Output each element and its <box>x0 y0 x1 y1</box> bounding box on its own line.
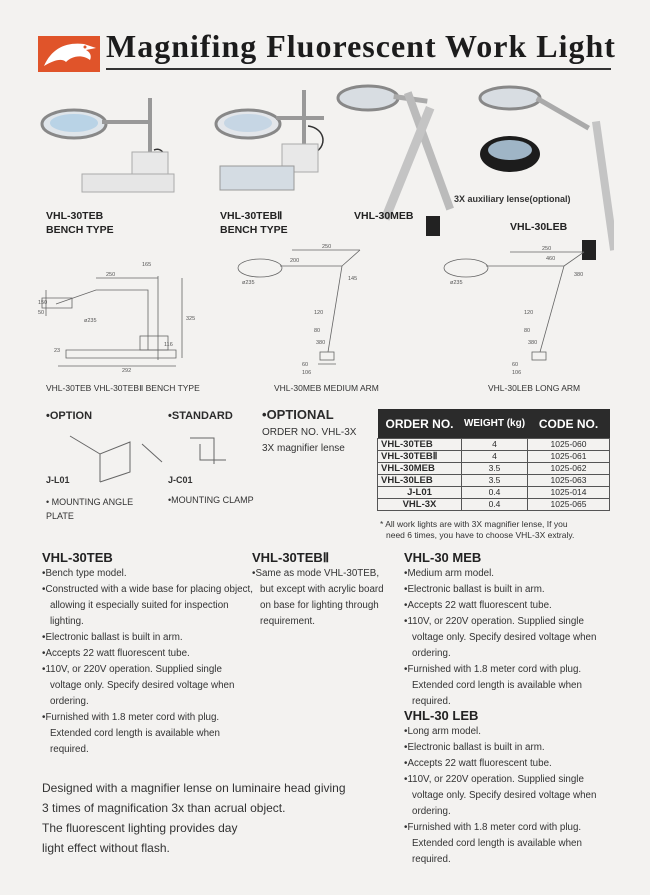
table-row <box>378 499 610 511</box>
optional-order-no: ORDER NO. VHL-3X <box>262 427 357 438</box>
dim-label: 60 <box>512 362 519 368</box>
col-weight: WEIGHT (kg) <box>462 409 528 439</box>
optional-heading: •OPTIONAL <box>262 407 334 422</box>
standard-label: •STANDARD <box>168 410 233 422</box>
dim-label: 380 <box>528 340 538 346</box>
spec-table <box>377 409 610 511</box>
dim-label: 80 <box>524 328 531 334</box>
cell-weight: 3.5 <box>462 475 528 487</box>
section-title-teb2: VHL-30TEBⅡ <box>252 550 330 565</box>
cell-order: VHL-30MEB <box>378 463 462 475</box>
list-item: • Bench type model. <box>42 566 254 582</box>
dim-label: 50 <box>38 310 45 316</box>
table-row <box>378 475 610 487</box>
standard-label-text: STANDARD <box>171 410 233 422</box>
list-item: • Constructed with a wide base for placing object, allowing it especially suited for inspection lighting. <box>42 582 254 630</box>
optional-heading-text: OPTIONAL <box>266 407 334 422</box>
product-model-teb2: VHL-30TEBⅡ <box>220 210 283 222</box>
caption-bench: VHL-30TEB VHL-30TEBⅡ BENCH TYPE <box>46 383 200 393</box>
dim-label: 120 <box>524 310 534 316</box>
cell-code: 1025-061 <box>528 451 610 463</box>
cell-order: J-L01 <box>378 487 462 499</box>
cell-order: VHL-30TEBⅡ <box>378 451 462 463</box>
product-model-leb: VHL-30LEB <box>510 221 568 233</box>
cell-order: VHL-30LEB <box>378 475 462 487</box>
table-row <box>378 439 610 451</box>
list-item: • Medium arm model. <box>404 566 616 582</box>
j-c01-label: J-C01 <box>168 475 193 485</box>
cell-order: VHL-3X <box>378 499 462 511</box>
section-list-meb <box>404 566 616 710</box>
cell-weight: 4 <box>462 439 528 451</box>
cell-code: 1025-063 <box>528 475 610 487</box>
section-title-leb: VHL-30 LEB <box>404 708 479 723</box>
section-list-leb <box>404 724 616 868</box>
list-item: • Long arm model. <box>404 724 616 740</box>
cell-code: 1025-060 <box>528 439 610 451</box>
table-row <box>378 487 610 499</box>
bench-dimension-drawing <box>36 250 216 375</box>
list-item: • Electronic ballast is built in arm. <box>42 630 254 646</box>
dim-label: 23 <box>54 348 61 354</box>
table-row <box>378 451 610 463</box>
mounting-clamp-text: MOUNTING CLAMP <box>171 495 254 505</box>
cell-code: 1025-014 <box>528 487 610 499</box>
auxiliary-note: 3X auxiliary lense(optional) <box>454 194 571 204</box>
medium-arm-dimension-drawing <box>232 240 412 378</box>
dim-label: ø235 <box>242 280 255 286</box>
dim-label: 325 <box>186 316 196 322</box>
list-item: • Furnished with 1.8 meter cord with plug. Extended cord length is available when required. <box>404 662 616 710</box>
footer-line: light effect without flash. <box>42 841 170 855</box>
dim-label: ø235 <box>84 318 97 324</box>
title-underline <box>106 68 611 70</box>
dim-label: 60 <box>302 362 309 368</box>
optional-desc: 3X magnifier lense <box>262 443 345 454</box>
list-item: • Accepts 22 watt fluorescent tube. <box>42 646 254 662</box>
dim-label: 380 <box>574 272 584 278</box>
caption-long: VHL-30LEB LONG ARM <box>488 383 581 393</box>
product-model-meb: VHL-30MEB <box>354 210 414 222</box>
option-label: •OPTION <box>46 410 93 422</box>
footer-line: Designed with a magnifier lense on luminaire head giving <box>42 781 346 795</box>
dim-label: ø235 <box>450 280 463 286</box>
dim-label: 145 <box>348 276 358 282</box>
list-item: • Furnished with 1.8 meter cord with plug. Extended cord length is available when required. <box>42 710 254 758</box>
cell-weight: 3.5 <box>462 463 528 475</box>
dim-label: 150 <box>38 300 48 306</box>
long-arm-dimension-drawing <box>436 240 616 378</box>
table-note-2: need 6 times, you have to choose VHL-3X extraly. <box>386 530 575 540</box>
list-item: • Accepts 22 watt fluorescent tube. <box>404 756 616 772</box>
cell-weight: 0.4 <box>462 487 528 499</box>
dim-label: 250 <box>542 246 552 252</box>
list-item: • Same as mode VHL-30TEB, but except with acrylic board on base for lighting through requirement. <box>252 566 392 630</box>
dim-label: 106 <box>302 370 312 376</box>
section-title-meb: VHL-30 MEB <box>404 550 482 565</box>
cell-code: 1025-065 <box>528 499 610 511</box>
product-model-teb: VHL-30TEB <box>46 210 104 222</box>
caption-medium: VHL-30MEB MEDIUM ARM <box>274 383 379 393</box>
product-type-teb: BENCH TYPE <box>46 224 114 236</box>
cell-weight: 0.4 <box>462 499 528 511</box>
dim-label: 80 <box>314 328 321 334</box>
section-title-teb: VHL-30TEB <box>42 550 113 565</box>
dim-label: 250 <box>106 272 116 278</box>
option-label-text: OPTION <box>49 410 93 422</box>
dim-label: 250 <box>322 244 332 250</box>
list-item: • Accepts 22 watt fluorescent tube. <box>404 598 616 614</box>
mounting-angle-text: MOUNTING ANGLE PLATE <box>46 497 134 521</box>
cell-order: VHL-30TEB <box>378 439 462 451</box>
list-item: • 110V, or 220V operation. Supplied single voltage only. Specify desired voltage when ordering. <box>404 772 616 820</box>
eagle-logo <box>38 36 100 72</box>
list-item: • 110V, or 220V operation. Supplied single voltage only. Specify desired voltage when ordering. <box>42 662 254 710</box>
dim-label: 460 <box>546 256 556 262</box>
footer-description <box>42 778 382 858</box>
dim-label: 116 <box>164 342 173 348</box>
j-l01-label: J-L01 <box>46 475 70 485</box>
dim-label: 200 <box>290 258 300 264</box>
cell-weight: 4 <box>462 451 528 463</box>
spec-table-header <box>378 409 610 439</box>
col-code: CODE NO. <box>528 409 610 439</box>
list-item: • Furnished with 1.8 meter cord with plug. Extended cord length is available when required. <box>404 820 616 868</box>
mounting-clamp-label: •MOUNTING CLAMP <box>168 495 254 505</box>
cell-code: 1025-062 <box>528 463 610 475</box>
list-item: • Electronic ballast is built in arm. <box>404 740 616 756</box>
table-note-1: * All work lights are with 3X magnifier lense, If you <box>380 519 568 529</box>
dim-label: 106 <box>512 370 522 376</box>
dim-label: 165 <box>142 262 152 268</box>
list-item: • Electronic ballast is built in arm. <box>404 582 616 598</box>
list-item: • 110V, or 220V operation. Supplied single voltage only. Specify desired voltage when ordering. <box>404 614 616 662</box>
product-type-teb2: BENCH TYPE <box>220 224 288 236</box>
footer-line: The fluorescent lighting provides day <box>42 821 238 835</box>
table-row <box>378 463 610 475</box>
footer-line: 3 times of magnification 3x than acrual object. <box>42 801 286 815</box>
dim-label: 120 <box>314 310 324 316</box>
section-list-teb <box>42 566 254 758</box>
col-order: ORDER NO. <box>378 409 462 439</box>
dim-label: 380 <box>316 340 326 346</box>
dim-label: 292 <box>122 368 132 374</box>
bench-lamp-ii-photo <box>212 86 352 196</box>
mounting-angle-label: • MOUNTING ANGLE PLATE <box>46 497 134 521</box>
bench-lamp-photo <box>36 90 196 200</box>
accessories-drawing <box>60 424 250 484</box>
page-title: Magnifing Fluorescent Work Light <box>106 28 616 64</box>
section-list-teb2 <box>252 566 392 630</box>
